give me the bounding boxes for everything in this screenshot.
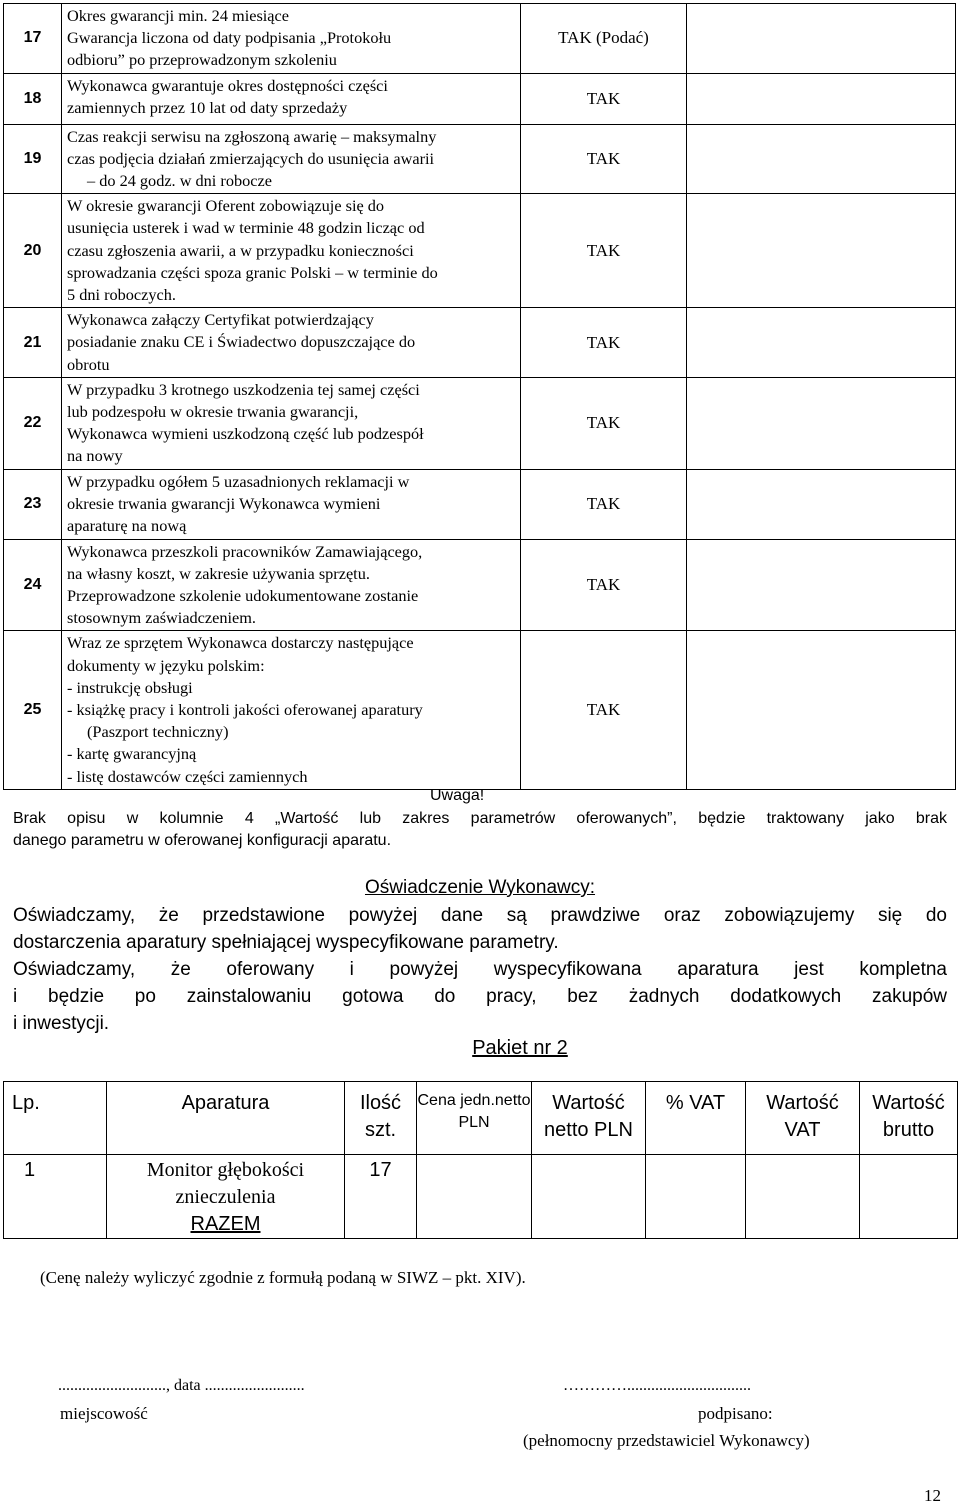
signature-label: podpisano:	[698, 1404, 773, 1423]
declaration-title: Oświadczenie Wykonawcy:	[364, 877, 596, 898]
description-line: okresie trwania gwarancji Wykonawca wymieni	[67, 493, 381, 513]
description-line: dokumenty w języku polskim:	[67, 655, 265, 675]
header-aparatura: Aparatura	[107, 1082, 345, 1155]
spec-row-number: 21	[4, 308, 62, 378]
spec-row-description	[62, 308, 521, 378]
description-line: lub podzespołu w okresie trwania gwarancji,	[67, 402, 359, 422]
spec-row-description	[62, 4, 521, 74]
description-line: 5 dni roboczych.	[67, 285, 176, 305]
description-line: Wraz ze sprzętem Wykonawca dostarczy następujące	[67, 633, 414, 653]
spec-row-description	[62, 124, 521, 194]
spec-row	[4, 124, 956, 194]
spec-row-description	[62, 73, 521, 124]
note-line: danego parametru w oferowanej konfiguracji aparatu.	[13, 832, 392, 849]
row-item	[107, 1155, 345, 1239]
price-table	[3, 1081, 958, 1239]
description-line: – do 24 godz. w dni robocze	[87, 171, 272, 191]
row-vat-value	[746, 1155, 860, 1239]
price-table-row	[4, 1155, 958, 1239]
formula-note: (Cenę należy wyliczyć zgodnie z formułą podaną w SIWZ – pkt. XIV).	[40, 1268, 526, 1287]
declaration-line: Oświadczamy, że przedstawione powyżej dane są prawdziwe oraz zobowiązujemy się do	[13, 905, 947, 926]
declaration-line: i będzie po zainstalowaniu gotowa do pracy, bez żadnych dodatkowych zakupów	[13, 986, 947, 1007]
description-line: posiadanie znaku CE i Świadectwo dopuszczające do	[67, 332, 416, 352]
spec-row-number: 23	[4, 469, 62, 539]
description-line: Gwarancja liczona od daty podpisania „Protokołu	[67, 28, 392, 48]
spec-row-answer: TAK	[521, 631, 687, 789]
row-unit-price	[417, 1155, 532, 1239]
header-vat-value: Wartość VAT	[746, 1082, 860, 1155]
place-date-line: ..........................., data .........................	[58, 1377, 305, 1394]
place-label: miejscowość	[60, 1404, 148, 1423]
spec-row-description	[62, 469, 521, 539]
header-net-value: Wartość netto PLN	[532, 1082, 646, 1155]
spec-row-description	[62, 539, 521, 631]
spec-row-offered-value	[687, 469, 956, 539]
description-line: - listę dostawców części zamiennych	[67, 766, 308, 786]
declaration-text	[13, 902, 947, 1037]
spec-row-offered-value	[687, 539, 956, 631]
signature-line: …………...............................	[563, 1377, 751, 1394]
note-line: Brak opisu w kolumnie 4 „Wartość lub zakres parametrów oferowanych”, będzie traktowany jako brak	[13, 810, 947, 827]
row-gross-value	[860, 1155, 958, 1239]
spec-row-number: 19	[4, 124, 62, 194]
spec-row-offered-value	[687, 308, 956, 378]
description-line: czasu zgłoszenia awarii, a w przypadku konieczności	[67, 240, 414, 260]
spec-row-number: 18	[4, 73, 62, 124]
page-number: 12	[924, 1486, 941, 1505]
description-line: Wykonawca wymieni uszkodzoną część lub podzespół	[67, 424, 424, 444]
spec-row-answer: TAK	[521, 539, 687, 631]
description-line: obrotu	[67, 354, 110, 374]
description-line: zamiennych przez 10 lat od daty sprzedaży	[67, 97, 348, 117]
description-line: Czas reakcji serwisu na zgłoszoną awarię – maksymalny	[67, 126, 437, 146]
header-gross-value: Wartość brutto	[860, 1082, 958, 1155]
spec-row-number: 20	[4, 194, 62, 308]
declaration-line: i inwestycji.	[13, 1013, 110, 1034]
description-line: na własny koszt, w zakresie używania sprzętu.	[67, 563, 370, 583]
description-line: Okres gwarancji min. 24 miesiące	[67, 6, 289, 25]
header-unit-price: Cena jedn.netto PLN	[417, 1082, 532, 1155]
description-line: Przeprowadzone szkolenie udokumentowane zostanie	[67, 586, 419, 606]
description-line: Wykonawca gwarantuje okres dostępności części	[67, 75, 388, 95]
description-line: Wykonawca załączy Certyfikat potwierdzający	[67, 310, 374, 330]
spec-row-answer: TAK	[521, 194, 687, 308]
spec-row-description	[62, 194, 521, 308]
price-table-header-row	[4, 1082, 958, 1155]
description-line: - książkę pracy i kontroli jakości oferowanej aparatury	[67, 700, 423, 720]
header-quantity: Ilość szt.	[345, 1082, 417, 1155]
row-item-name: Monitor głębokości znieczulenia	[146, 1159, 305, 1208]
description-line: sprowadzania części spoza granic Polski – w terminie do	[67, 262, 438, 282]
spec-row-offered-value	[687, 4, 956, 74]
spec-row	[4, 308, 956, 378]
description-line: czas podjęcia działań zmierzających do usunięcia awarii	[67, 148, 435, 168]
spec-row-answer: TAK	[521, 124, 687, 194]
row-lp: 1	[4, 1155, 107, 1239]
description-line: na nowy	[67, 446, 123, 466]
spec-row-offered-value	[687, 73, 956, 124]
description-line: W okresie gwarancji Oferent zobowiązuje się do	[67, 196, 385, 216]
description-line: stosownym zaświadczeniem.	[67, 608, 256, 628]
spec-row-answer: TAK (Podać)	[521, 4, 687, 74]
spec-row	[4, 539, 956, 631]
spec-row-answer: TAK	[521, 377, 687, 469]
row-vat-rate	[646, 1155, 746, 1239]
spec-row-offered-value	[687, 194, 956, 308]
spec-row-offered-value	[687, 377, 956, 469]
description-line: W przypadku 3 krotnego uszkodzenia tej samej części	[67, 379, 420, 399]
spec-row-number: 17	[4, 4, 62, 74]
spec-row-number: 25	[4, 631, 62, 789]
description-line: Wykonawca przeszkoli pracowników Zamawiającego,	[67, 541, 423, 561]
header-vat-rate: % VAT	[646, 1082, 746, 1155]
package-title: Pakiet nr 2	[472, 1037, 568, 1059]
description-line: aparaturę na nową	[67, 516, 187, 536]
note-text	[13, 808, 947, 852]
total-label: RAZEM	[190, 1213, 261, 1235]
header-lp: Lp.	[4, 1082, 107, 1155]
spec-row-offered-value	[687, 631, 956, 789]
note-heading: Uwaga!	[430, 787, 485, 804]
spec-row	[4, 73, 956, 124]
spec-row-offered-value	[687, 124, 956, 194]
signature-sublabel: (pełnomocny przedstawiciel Wykonawcy)	[523, 1431, 810, 1450]
spec-row-answer: TAK	[521, 469, 687, 539]
spec-row-answer: TAK	[521, 73, 687, 124]
spec-row	[4, 4, 956, 74]
spec-row	[4, 469, 956, 539]
declaration-line: Oświadczamy, że oferowany i powyżej wyspecyfikowana aparatura jest kompletna	[13, 959, 947, 980]
declaration-line: dostarczenia aparatury spełniającej wyspecyfikowane parametry.	[13, 932, 559, 953]
description-line: W przypadku ogółem 5 uzasadnionych reklamacji w	[67, 471, 410, 491]
description-line: odbioru” po przeprowadzonym szkoleniu	[67, 50, 337, 70]
specification-table	[3, 3, 956, 790]
row-quantity: 17	[345, 1155, 417, 1239]
spec-row-number: 22	[4, 377, 62, 469]
description-line: usunięcia usterek i wad w terminie 48 godzin licząc od	[67, 218, 425, 238]
spec-row-description	[62, 377, 521, 469]
spec-row	[4, 194, 956, 308]
spec-row-description	[62, 631, 521, 789]
row-net-value	[532, 1155, 646, 1239]
description-line: (Paszport techniczny)	[87, 722, 229, 742]
spec-row-number: 24	[4, 539, 62, 631]
description-line: - kartę gwarancyjną	[67, 744, 197, 764]
spec-row	[4, 377, 956, 469]
spec-row	[4, 631, 956, 789]
spec-row-answer: TAK	[521, 308, 687, 378]
description-line: - instrukcję obsługi	[67, 677, 193, 697]
